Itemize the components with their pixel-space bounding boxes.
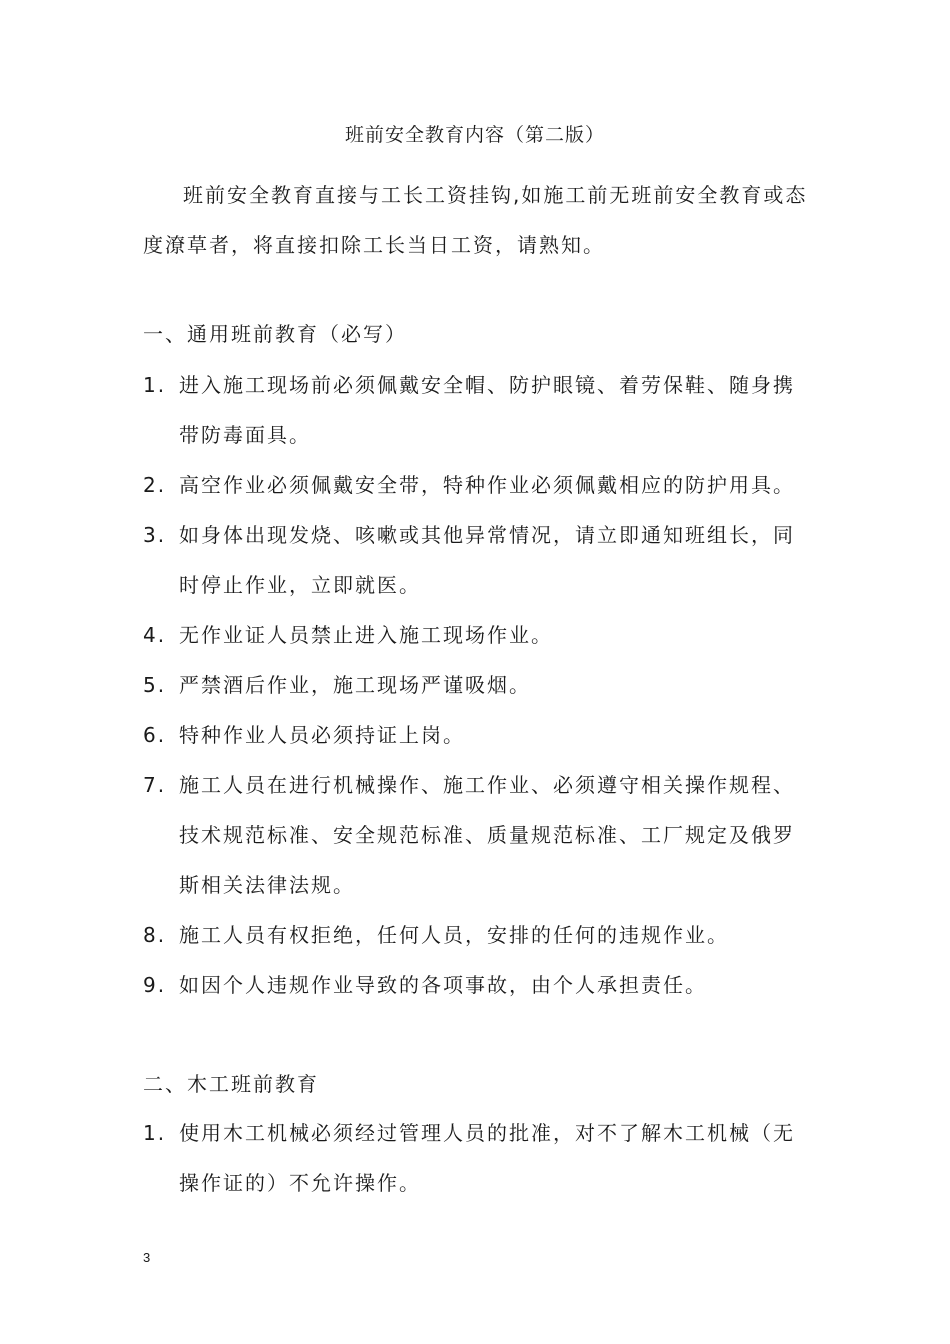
- item-number: 9.: [143, 973, 167, 997]
- item-text: 无作业证人员禁止进入施工现场作业。: [179, 623, 553, 647]
- page-number: 3: [143, 1250, 151, 1265]
- item-text: 使用木工机械必须经过管理人员的批准，对不了解木工机械（无操作证的）不允许操作。: [179, 1121, 795, 1195]
- item-text: 如因个人违规作业导致的各项事故，由个人承担责任。: [179, 973, 707, 997]
- document-title: 班前安全教育内容（第二版）: [344, 124, 605, 146]
- list-item: [143, 710, 813, 760]
- item-number: 2.: [143, 473, 167, 497]
- item-text: 特种作业人员必须持证上岗。: [179, 723, 465, 747]
- list-item: [143, 460, 813, 510]
- item-text: 严禁酒后作业，施工现场严谨吸烟。: [179, 673, 531, 697]
- list-item: [143, 960, 813, 1010]
- item-number: 3.: [143, 523, 167, 547]
- item-number: 4.: [143, 623, 167, 647]
- list-item: [143, 1108, 813, 1208]
- item-number: 7.: [143, 773, 167, 797]
- section-heading-carpentry: 二、木工班前教育: [143, 1072, 319, 1096]
- list-item: [143, 760, 813, 910]
- item-text: 高空作业必须佩戴安全带，特种作业必须佩戴相应的防护用具。: [179, 473, 795, 497]
- intro-paragraph: 班前安全教育直接与工长工资挂钩,如施工前无班前安全教育或态度潦草者，将直接扣除工长当日工资，请熟知。: [143, 183, 808, 257]
- item-number: 6.: [143, 723, 167, 747]
- list-item: [143, 360, 813, 460]
- item-text: 施工人员在进行机械操作、施工作业、必须遵守相关操作规程、技术规范标准、安全规范标准、质量规范标准、工厂规定及俄罗斯相关法律法规。: [179, 773, 795, 897]
- section-heading-general: 一、通用班前教育（必写）: [143, 322, 407, 346]
- carpentry-rules-list: [143, 1108, 813, 1208]
- list-item: [143, 510, 813, 610]
- item-number: 5.: [143, 673, 167, 697]
- item-text: 如身体出现发烧、咳嗽或其他异常情况，请立即通知班组长，同时停止作业，立即就医。: [179, 523, 795, 597]
- general-rules-list: [143, 360, 813, 1010]
- item-number: 1.: [143, 1121, 167, 1145]
- item-text: 进入施工现场前必须佩戴安全帽、防护眼镜、着劳保鞋、随身携带防毒面具。: [179, 373, 795, 447]
- list-item: [143, 910, 813, 960]
- item-number: 1.: [143, 373, 167, 397]
- list-item: [143, 660, 813, 710]
- item-text: 施工人员有权拒绝，任何人员，安排的任何的违规作业。: [179, 923, 729, 947]
- item-number: 8.: [143, 923, 167, 947]
- list-item: [143, 610, 813, 660]
